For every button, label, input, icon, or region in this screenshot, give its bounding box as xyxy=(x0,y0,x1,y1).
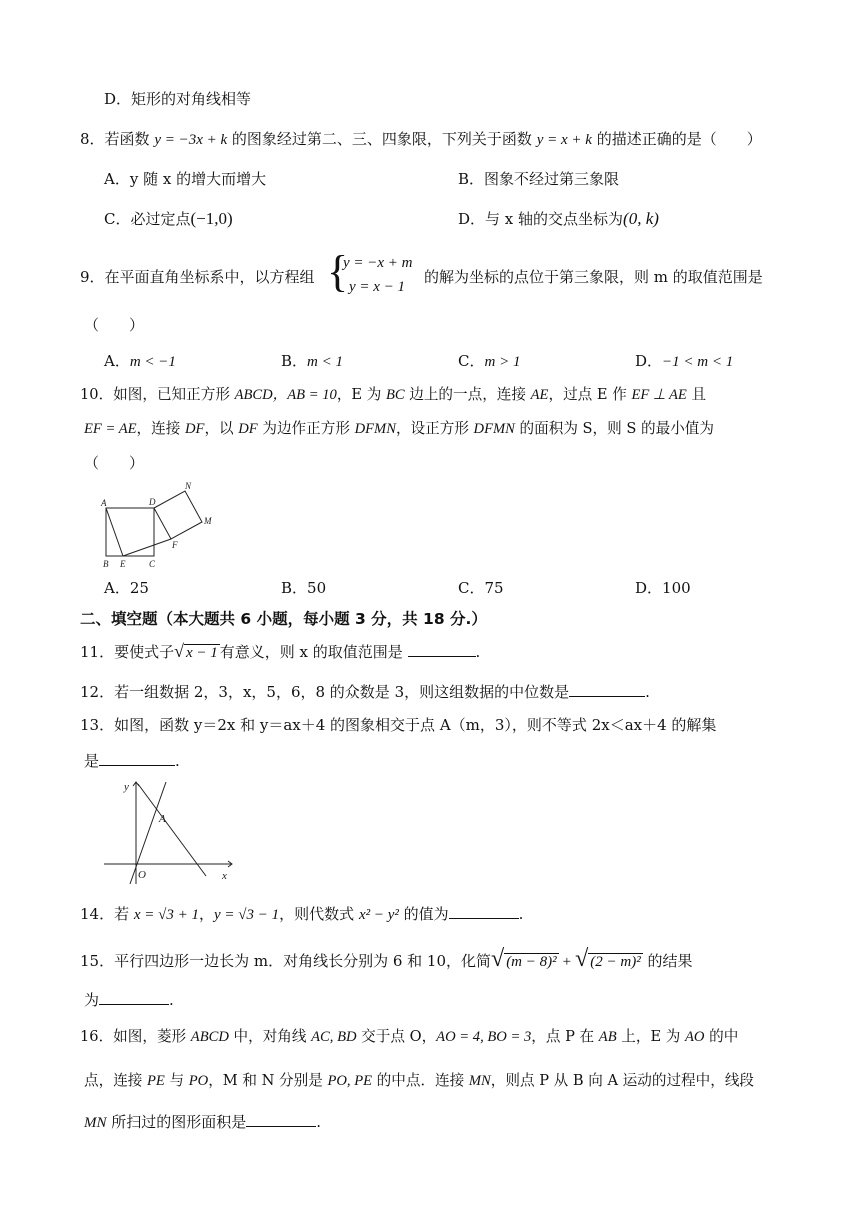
question-16-line-1: 16．如图，菱形 ABCD 中，对角线 AC, BD 交于点 O，AO = 4, BO = 3，点 P 在 AB 上，E 为 AO 的中 xyxy=(80,1028,739,1045)
question-16-line-2: 点，连接 PE 与 PO，M 和 N 分别是 PO, PE 的中点．连接 MN，则点 P 从 B 向 A 运动的过程中，线段 xyxy=(84,1072,755,1089)
q8-option-b: B．图象不经过第三象限 xyxy=(458,170,620,188)
fig-label: M xyxy=(204,516,212,526)
q9-answer-paren: （ ） xyxy=(84,316,145,334)
fig-label: E xyxy=(120,559,126,569)
fig-label: N xyxy=(185,481,192,491)
question-10-line-2: EF = AE，连接 DF，以 DF 为边作正方形 DFMN，设正方形 DFMN 的面积为 S，则 S 的最小值为 xyxy=(84,420,714,437)
question-12: 12．若一组数据 2，3，x，5，6，8 的众数是 3，则这组数据的中位数是 . xyxy=(80,680,650,703)
q8-option-c: C．必过定点(−1,0) xyxy=(104,209,233,228)
square-figure xyxy=(96,478,226,570)
fig-label: F xyxy=(172,540,178,550)
section-heading: 二、填空题（本大题共 6 小题，每小题 3 分，共 18 分.） xyxy=(80,610,487,628)
answer-blank[interactable] xyxy=(449,902,519,919)
fig-label: A xyxy=(159,813,166,825)
fig-label: y xyxy=(124,781,129,793)
answer-blank[interactable] xyxy=(408,640,476,657)
question-9-stem-a: 9．在平面直角坐标系中，以方程组 xyxy=(80,268,315,286)
question-14: 14．若 x = √3 + 1，y = √3 − 1，则代数式 x² − y² 的值为 . xyxy=(80,902,523,926)
q8-option-a: A．y 随 x 的增大而增大 xyxy=(104,170,267,188)
sqrt-sign: √ xyxy=(575,946,589,972)
fig-label: A xyxy=(101,498,107,508)
fig-label: x xyxy=(222,870,227,882)
sqrt-sign: √ xyxy=(491,946,505,972)
q9-option-c: C．m > 1 xyxy=(458,352,521,370)
line-y-ax-plus-4 xyxy=(138,784,206,876)
fig-label: D xyxy=(149,497,156,507)
answer-blank[interactable] xyxy=(99,749,175,766)
question-16-line-3: MN 所扫过的图形面积是 . xyxy=(84,1110,321,1134)
question-15-line-1: 15．平行四边形一边长为 m．对角线长分别为 6 和 10，化简√ (m − 8)² + √ (2 − m)² 的结果 xyxy=(80,946,693,972)
q10-option-a: A．25 xyxy=(104,579,149,597)
q9-option-d: D．−1 < m < 1 xyxy=(635,352,734,370)
question-15-line-2: 为 . xyxy=(84,988,174,1011)
question-8-stem: 8．若函数 y = −3x + k 的图象经过第二、三、四象限，下列关于函数 y = x + k 的描述正确的是（ ） xyxy=(80,130,762,148)
answer-blank[interactable] xyxy=(569,680,645,697)
question-11: 11．要使式子√ x − 1 有意义，则 x 的取值范围是 . xyxy=(80,641,481,661)
segment-ae xyxy=(106,508,123,556)
square-dfmn xyxy=(154,491,202,539)
square-abcd xyxy=(106,508,154,556)
equation-2: y = x − 1 xyxy=(349,279,406,295)
fig-label: B xyxy=(103,559,109,569)
function-graph xyxy=(100,776,240,888)
q10-answer-paren: （ ） xyxy=(84,454,145,472)
equation-system-brace: { xyxy=(327,247,349,296)
fig-label: O xyxy=(138,869,146,881)
question-13-line-2: 是 . xyxy=(84,749,180,772)
sqrt-sign: √ xyxy=(174,641,184,661)
question-10-line-1: 10．如图，已知正方形 ABCD，AB = 10，E 为 BC 边上的一点，连接 AE，过点 E 作 EF ⊥ AE 且 xyxy=(80,386,707,403)
q10-option-c: C．75 xyxy=(458,579,504,597)
answer-blank[interactable] xyxy=(99,988,169,1005)
question-13-line-1: 13．如图，函数 y＝2x 和 y＝ax＋4 的图象相交于点 A（m，3），则不等式 2x＜ax＋4 的解集 xyxy=(80,716,717,734)
q10-option-b: B．50 xyxy=(281,579,327,597)
answer-blank[interactable] xyxy=(246,1110,316,1127)
equation-1: y = −x + m xyxy=(343,255,413,271)
q8-option-d: D．与 x 轴的交点坐标为(0, k) xyxy=(458,209,659,228)
q7-option-d: D．矩形的对角线相等 xyxy=(104,90,252,108)
fig-label: C xyxy=(149,559,156,569)
q10-option-d: D．100 xyxy=(635,579,691,597)
question-9-stem-b: 的解为坐标的点位于第三象限，则 m 的取值范围是 xyxy=(424,268,763,286)
segment-ef xyxy=(123,539,171,556)
q9-option-b: B．m < 1 xyxy=(281,352,343,370)
q9-option-a: A．m < −1 xyxy=(104,352,176,370)
